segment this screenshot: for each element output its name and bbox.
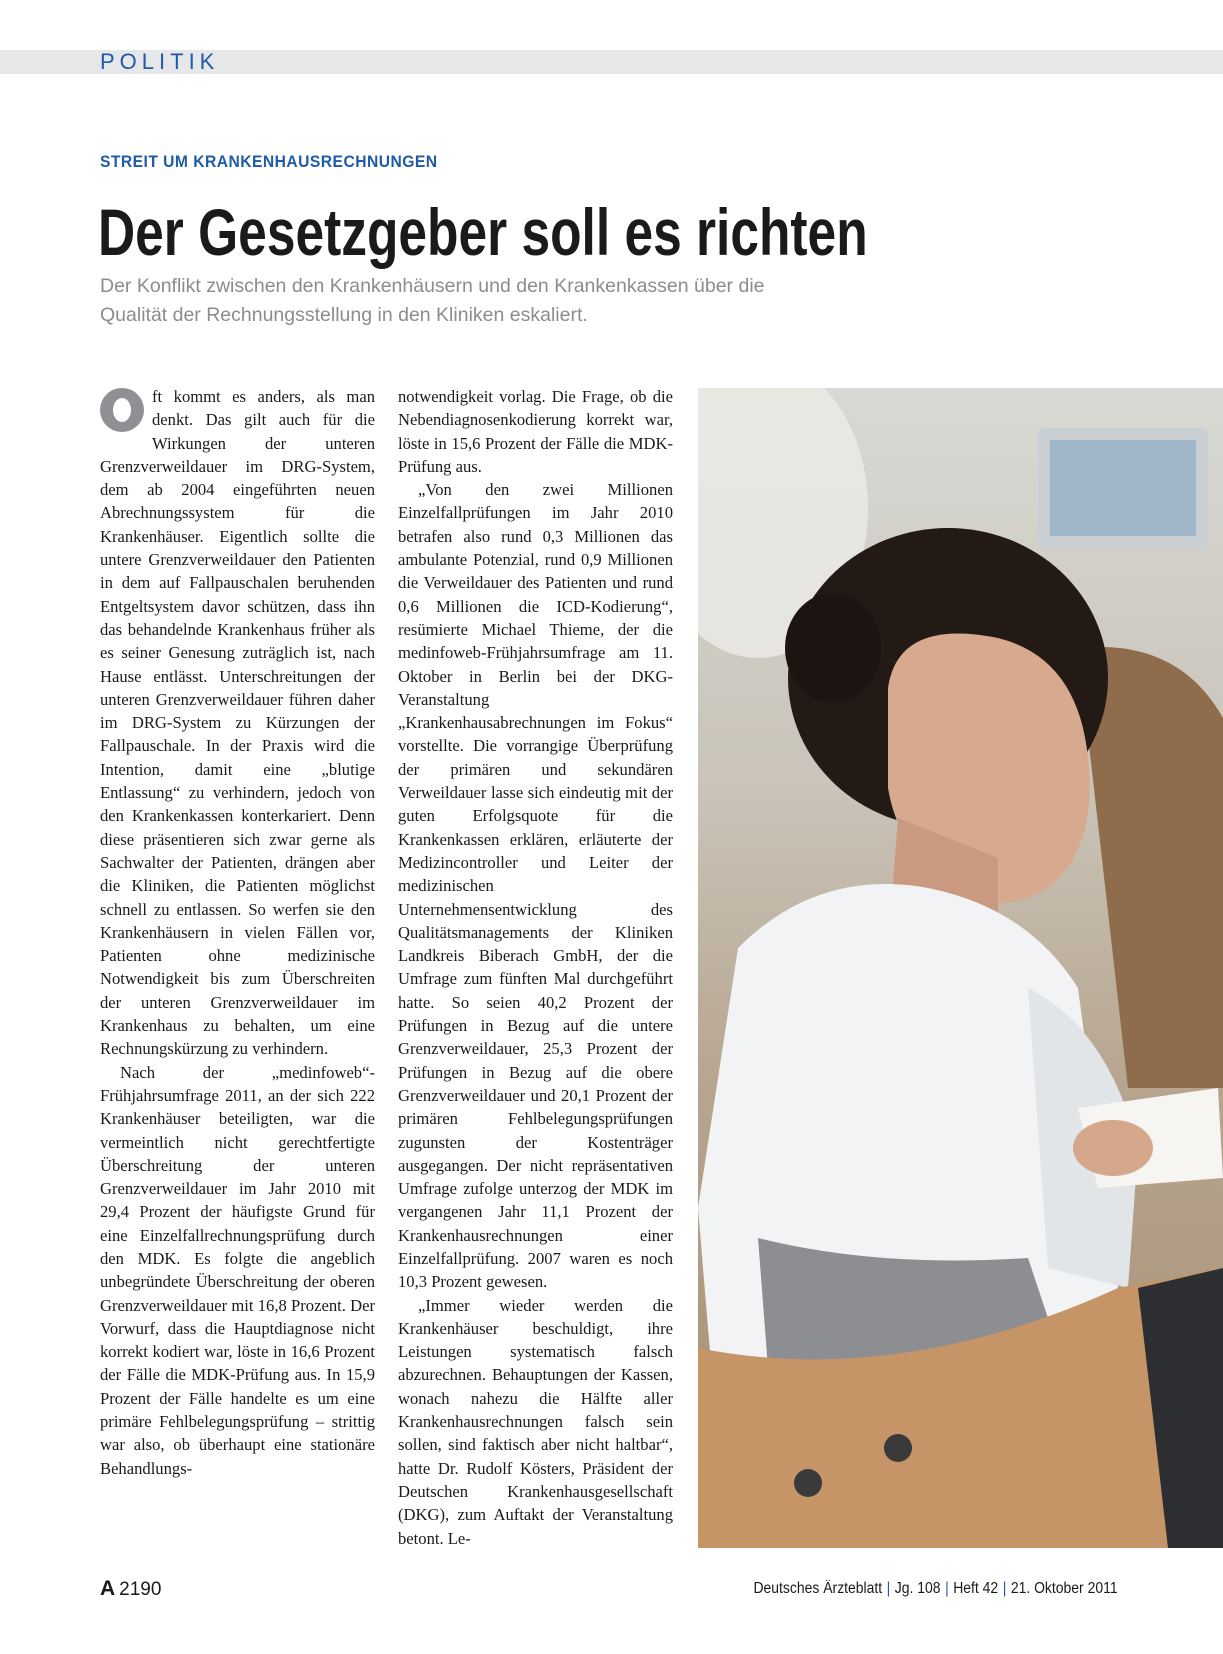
publication-info: Deutsches Ärzteblatt | Jg. 108 | Heft 42 | 21. Oktober 2011 <box>753 1580 1118 1597</box>
dropcap <box>100 388 144 432</box>
desk-button-shape <box>794 1469 822 1497</box>
article-lead: Der Konflikt zwischen den Krankenhäusern und den Krankenkassen über die Qualität der Rechnungsstellung in den Kliniken eskaliert. <box>100 275 765 326</box>
article-kicker: STREIT UM KRANKENHAUSRECHNUNGEN <box>100 152 438 171</box>
paragraph-text: ft kommt es anders, als man denkt. Das gilt auch für die Wirkungen der unteren Grenzverweildauer im DRG-System, dem ab 2004 eingeführten neuen Abrechnungssystem für die Krankenhäuser. Eigentlich sollte die untere Grenzverweildauer den Patienten in dem auf Fallpauschalen beruhenden Entgeltsystem davor schützen, dass ihn das behandelnde Krankenhaus früher als es seiner Genesung zuträglich ist, nach Hause entlässt. Unterschreitungen der unteren Grenzverweildauer führen daher im DRG-System zu Kürzungen der Fallpauschale. In der Praxis wird die Intention, damit eine „blutige Entlassung“ zu verhindern, jedoch von den Krankenkassen konterkariert. Denn diese präsentieren sich zwar gerne als Sachwalter der Patienten, drängen aber die Kliniken, die Patienten möglichst schnell zu entlassen. So werfen sie den Krankenhäusern in vielen Fällen vor, Patienten ohne medizinische Notwendigkeit bis zum Überschreiten der unteren Grenzverweildauer im Krankenhaus zu behalten, um eine Rechnungskürzung zu verhindern. <box>100 387 375 1059</box>
paragraph: notwendigkeit vorlag. Die Frage, ob die Nebendiagnosenkodierung korrekt war, löste in 15,6 Prozent der Fälle die MDK-Prüfung aus. <box>398 387 673 476</box>
article-headline: Der Gesetzgeber soll es richten <box>98 195 868 269</box>
article-column-2 <box>398 385 673 1550</box>
hair-bun-shape <box>785 593 881 703</box>
page-number: A 2190 <box>100 1577 162 1600</box>
section-label: POLITIK <box>100 49 220 74</box>
issue-date: 21. Oktober 2011 <box>1011 1580 1118 1597</box>
hand-shape <box>1073 1120 1153 1176</box>
paragraph: Nach der „medinfoweb“-Frühjahrsumfrage 2011, an der sich 222 Krankenhäuser beteiligten, war die vermeintlich nicht gerechtfertigte Überschreitung der unteren Grenzverweildauer im Jahr 2010 mit 29,4 Prozent der häufigste Grund für eine Einzelfallrechnungsprüfung durch den MDK. Es folgte die angeblich unbegründete Überschreitung der oberen Grenzverweildauer mit 16,8 Prozent. Der Vorwurf, dass die Hauptdiagnose nicht korrekt kodiert war, löste in 16,6 Prozent der Fälle die MDK-Prüfung aus. In 15,9 Prozent der Fälle handelte es um eine primäre Fehlbelegungsprüfung – strittig war also, ob überhaupt eine stationäre Behandlungs- <box>100 1062 375 1478</box>
article-photo <box>698 388 1223 1548</box>
issue: Heft 42 <box>953 1580 999 1597</box>
paragraph: „Von den zwei Millionen Einzelfallprüfungen im Jahr 2010 betrafen also rund 0,3 Millionen das ambulante Potenzial, rund 0,9 Millionen die Verweildauer des Patienten und rund 0,6 Millionen die ICD-Kodierung“, resümierte Michael Thieme, der die medinfoweb-Frühjahrsumfrage am 11. Oktober in Berlin bei der DKG-Veranstaltung „Krankenhausabrechnungen im Fokus“ vorstellte. Die vorrangige Überprüfung der primären und sekundären Verweildauer lasse sich eindeutig mit der guten Erfolgsquote für die Krankenkassen erklären, erläuterte der Medizincontroller und Leiter der medizinischen Unternehmensentwicklung des Qualitätsmanagements der Kliniken Landkreis Biberach GmbH, der die Umfrage zum fünften Mal durchgeführt hatte. So seien 40,2 Prozent der Prüfungen in Bezug auf die untere Grenzverweildauer, 25,3 Prozent der Prüfungen in Bezug auf die obere Grenzverweildauer und 20,1 Prozent der primären Fehlbelegungsprüfungen zugunsten der Kostenträger ausgegangen. Der nicht repräsentativen Umfrage zufolge unterzog der MDK im vergangenen Jahr 11,1 Prozent der Krankenhausrechnungen einer Einzelfallprüfung. 2007 waren es noch 10,3 Prozent gewesen. <box>398 480 673 1292</box>
article-column-1 <box>100 385 375 1480</box>
volume: Jg. 108 <box>895 1580 941 1597</box>
monitor-screen-shape <box>1050 440 1196 536</box>
paragraph: „Immer wieder werden die Krankenhäuser beschuldigt, ihre Leistungen systematisch falsch abzurechnen. Behauptungen der Kassen, wonach nahezu die Hälfte aller Krankenhausrechnungen falsch sein sollen, sind faktisch aber nicht haltbar“, hatte Dr. Rudolf Kösters, Präsident der Deutschen Krankenhausgesellschaft (DKG), zum Auftakt der Veranstaltung betont. Le- <box>398 1295 673 1548</box>
photo-illustration <box>698 388 1223 1548</box>
publication-name: Deutsches Ärzteblatt <box>753 1580 883 1597</box>
desk-button-shape <box>884 1434 912 1462</box>
paragraph <box>100 385 375 1061</box>
